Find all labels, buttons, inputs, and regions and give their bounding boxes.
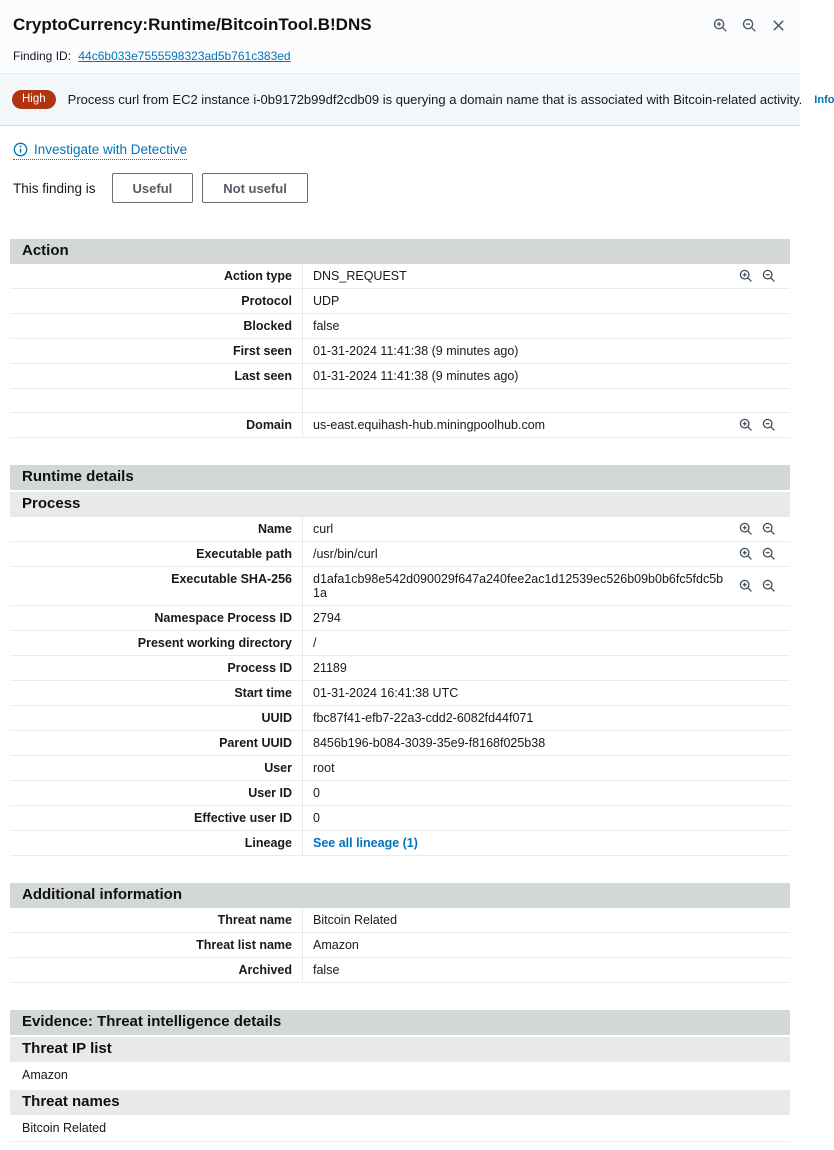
investigate-with-detective-link[interactable] — [13, 142, 187, 160]
section-header-evidence: Evidence: Threat intelligence details — [10, 1010, 790, 1035]
row-value: false — [313, 319, 340, 333]
zoom-out-icon[interactable] — [762, 547, 776, 561]
table-row-empty — [10, 389, 790, 413]
zoom-out-icon[interactable] — [742, 18, 757, 33]
finding-id-label: Finding ID: — [13, 49, 72, 63]
zoom-in-icon[interactable] — [739, 522, 753, 536]
row-label: UUID — [10, 706, 303, 730]
row-value: 01-31-2024 11:41:38 (9 minutes ago) — [313, 344, 519, 358]
row-value: 0 — [313, 811, 320, 825]
table-row — [10, 756, 790, 781]
list-item: Bitcoin Related — [10, 1115, 790, 1142]
sub-header-threat-names: Threat names — [10, 1090, 790, 1115]
severity-banner — [0, 74, 834, 126]
table-row — [10, 656, 790, 681]
row-label: Start time — [10, 681, 303, 705]
useful-button[interactable]: Useful — [112, 173, 194, 203]
row-label: Lineage — [10, 831, 303, 855]
section-action — [10, 239, 790, 438]
zoom-in-icon[interactable] — [713, 18, 728, 33]
row-value — [303, 389, 790, 412]
section-evidence — [10, 1010, 790, 1142]
row-value: UDP — [313, 294, 340, 308]
table-row — [10, 364, 790, 389]
row-label: Archived — [10, 958, 303, 982]
row-label: Blocked — [10, 314, 303, 338]
row-label: Executable SHA-256 — [10, 567, 303, 605]
row-label — [10, 389, 303, 412]
row-value: Amazon — [313, 938, 359, 952]
table-row — [10, 681, 790, 706]
section-runtime-details — [10, 465, 790, 856]
investigate-label: Investigate with Detective — [34, 142, 188, 157]
table-row — [10, 413, 790, 438]
filter-icon-group — [739, 522, 776, 536]
row-label: Threat list name — [10, 933, 303, 957]
row-label: Process ID — [10, 656, 303, 680]
investigate-row — [13, 142, 790, 160]
table-row — [10, 567, 790, 606]
list-item: Amazon — [22, 1068, 68, 1082]
row-value: 01-31-2024 11:41:38 (9 minutes ago) — [313, 369, 519, 383]
row-value: / — [313, 636, 317, 650]
row-label: Present working directory — [10, 631, 303, 655]
table-row — [10, 731, 790, 756]
table-row — [10, 517, 790, 542]
row-value: root — [313, 761, 335, 775]
row-value — [303, 831, 790, 855]
table-row — [10, 264, 790, 289]
zoom-out-icon[interactable] — [762, 269, 776, 283]
table-row — [10, 314, 790, 339]
row-value: /usr/bin/curl — [303, 542, 790, 566]
zoom-in-icon[interactable] — [739, 418, 753, 432]
row-label: Effective user ID — [10, 806, 303, 830]
panel-header — [0, 0, 800, 74]
zoom-in-icon[interactable] — [739, 547, 753, 561]
table-row — [10, 781, 790, 806]
severity-description: Process curl from EC2 instance i-0b9172b99df2cdb09 is querying a domain name that is associated with Bitcoin-related activity. — [67, 92, 803, 107]
filter-icon-group — [739, 579, 776, 593]
finding-id-row — [13, 49, 786, 63]
table-row — [10, 831, 790, 856]
panel-content — [0, 142, 800, 1150]
row-value: 01-31-2024 16:41:38 UTC — [313, 686, 459, 700]
table-row — [10, 933, 790, 958]
table-row — [10, 606, 790, 631]
table-row — [10, 542, 790, 567]
row-value: curl — [303, 517, 790, 541]
see-all-lineage-link[interactable]: See all lineage (1) — [313, 836, 418, 850]
section-additional-information — [10, 883, 790, 983]
filter-icon-group — [739, 547, 776, 561]
table-row — [10, 706, 790, 731]
row-value: fbc87f41-efb7-22a3-cdd2-6082fd44f071 — [313, 711, 534, 725]
sub-header-threat-ip-list: Threat IP list — [10, 1037, 790, 1062]
table-row — [10, 289, 790, 314]
row-label: Domain — [10, 413, 303, 437]
zoom-out-icon[interactable] — [762, 522, 776, 536]
row-value: 8456b196-b084-3039-35e9-f8168f025b38 — [313, 736, 546, 750]
filter-icon-group — [739, 269, 776, 283]
row-label: User — [10, 756, 303, 780]
row-label: Protocol — [10, 289, 303, 313]
row-label: Executable path — [10, 542, 303, 566]
row-label: Namespace Process ID — [10, 606, 303, 630]
table-row — [10, 339, 790, 364]
row-value: false — [313, 963, 340, 977]
row-label: Parent UUID — [10, 731, 303, 755]
row-value: 2794 — [313, 611, 341, 625]
row-label: Name — [10, 517, 303, 541]
row-label: User ID — [10, 781, 303, 805]
row-value: Bitcoin Related — [313, 913, 398, 927]
row-value: 0 — [313, 786, 320, 800]
row-value: DNS_REQUEST — [303, 264, 790, 288]
row-label: Last seen — [10, 364, 303, 388]
zoom-in-icon[interactable] — [739, 269, 753, 283]
info-circle-icon — [13, 142, 28, 157]
section-header-action: Action — [10, 239, 790, 264]
zoom-out-icon[interactable] — [762, 418, 776, 432]
row-label: Action type — [10, 264, 303, 288]
section-header-runtime: Runtime details — [10, 465, 790, 490]
filter-icon-group — [739, 418, 776, 432]
page-title: CryptoCurrency:Runtime/BitcoinTool.B!DNS — [13, 15, 372, 34]
table-row — [10, 908, 790, 933]
row-label: First seen — [10, 339, 303, 363]
table-row — [10, 806, 790, 831]
header-icon-group — [713, 18, 786, 33]
table-row — [10, 631, 790, 656]
not-useful-button[interactable]: Not useful — [202, 173, 308, 203]
table-row — [10, 958, 790, 983]
zoom-in-icon[interactable] — [739, 579, 753, 593]
feedback-label: This finding is — [13, 180, 96, 196]
finding-id-link[interactable]: 44c6b033e7555598323ad5b761c383ed — [78, 49, 291, 63]
row-value: us-east.equihash-hub.miningpoolhub.com — [303, 413, 790, 437]
severity-badge: High — [12, 90, 56, 109]
section-header-additional: Additional information — [10, 883, 790, 908]
feedback-row — [13, 173, 790, 203]
row-value: d1afa1cb98e542d090029f647a240fee2ac1d12539ec526b09b0b6fc5fdc5b1a — [303, 567, 790, 605]
row-label: Threat name — [10, 908, 303, 932]
sub-header-process: Process — [10, 492, 790, 517]
info-link[interactable]: Info — [814, 93, 834, 106]
close-icon[interactable] — [771, 18, 786, 33]
row-value: 21189 — [313, 661, 347, 675]
zoom-out-icon[interactable] — [762, 579, 776, 593]
